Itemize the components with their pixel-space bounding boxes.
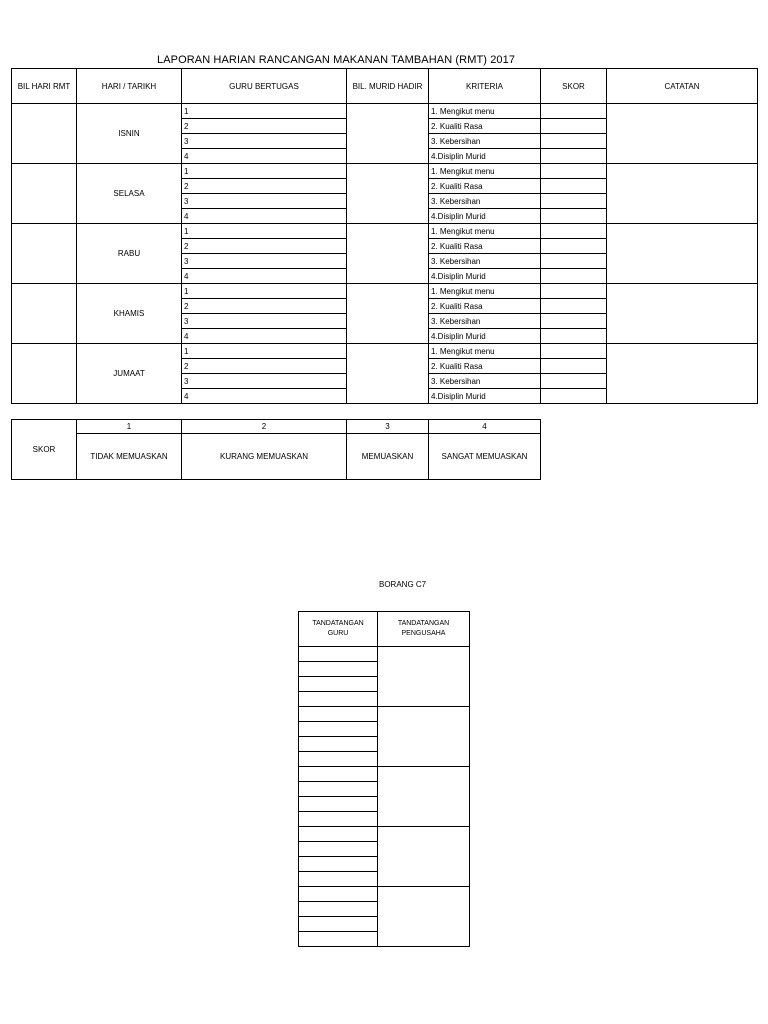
- score-cell[interactable]: [541, 359, 607, 374]
- day-subrow: [12, 224, 758, 239]
- criteria-item: 1. Mengikut menu: [429, 104, 541, 119]
- criteria-item: 4.Disiplin Murid: [429, 269, 541, 284]
- signature-row: [299, 647, 470, 662]
- signature-pengusaha-line2: PENGUSAHA: [401, 630, 446, 637]
- day-name: RABU: [77, 224, 182, 284]
- score-label: SANGAT MEMUASKAN: [429, 434, 541, 480]
- criteria-item: 3. Kebersihan: [429, 314, 541, 329]
- pengusaha-signature-cell[interactable]: [378, 827, 470, 887]
- header-hari-tarikh: HARI / TARIKH: [77, 69, 182, 104]
- score-number: 4: [429, 420, 541, 434]
- day-subrow: [12, 284, 758, 299]
- guru-slot[interactable]: 4: [182, 329, 347, 344]
- criteria-item: 3. Kebersihan: [429, 134, 541, 149]
- guru-slot[interactable]: 2: [182, 299, 347, 314]
- bil-hari-cell[interactable]: [12, 224, 77, 284]
- signature-row: [299, 767, 470, 782]
- bil-hari-cell[interactable]: [12, 104, 77, 164]
- guru-slot[interactable]: 1: [182, 104, 347, 119]
- guru-signature-cell[interactable]: [299, 662, 378, 677]
- criteria-item: 1. Mengikut menu: [429, 284, 541, 299]
- criteria-item: 2. Kualiti Rasa: [429, 299, 541, 314]
- score-cell[interactable]: [541, 299, 607, 314]
- pengusaha-signature-cell[interactable]: [378, 647, 470, 707]
- guru-slot[interactable]: 3: [182, 134, 347, 149]
- header-kriteria: KRITERIA: [429, 69, 541, 104]
- guru-slot[interactable]: 4: [182, 149, 347, 164]
- score-cell[interactable]: [541, 344, 607, 359]
- guru-slot[interactable]: 1: [182, 344, 347, 359]
- criteria-item: 1. Mengikut menu: [429, 224, 541, 239]
- score-cell[interactable]: [541, 164, 607, 179]
- daily-report-table: [11, 68, 758, 404]
- score-cell[interactable]: [541, 269, 607, 284]
- score-cell[interactable]: [541, 119, 607, 134]
- day-name: ISNIN: [77, 104, 182, 164]
- catatan-cell[interactable]: [607, 164, 758, 224]
- score-label: TIDAK MEMUASKAN: [77, 434, 182, 480]
- score-cell[interactable]: [541, 224, 607, 239]
- header-catatan: CATATAN: [607, 69, 758, 104]
- catatan-cell[interactable]: [607, 344, 758, 404]
- header-bil-murid: BIL. MURID HADIR: [347, 69, 429, 104]
- score-cell[interactable]: [541, 179, 607, 194]
- score-cell[interactable]: [541, 314, 607, 329]
- bil-murid-cell[interactable]: [347, 284, 429, 344]
- signature-row: [299, 827, 470, 842]
- guru-slot[interactable]: 2: [182, 239, 347, 254]
- day-subrow: [12, 164, 758, 179]
- guru-signature-cell[interactable]: [299, 827, 378, 842]
- score-cell[interactable]: [541, 239, 607, 254]
- signature-pengusaha-header: [378, 612, 470, 647]
- score-label: KURANG MEMUASKAN: [182, 434, 347, 480]
- guru-slot[interactable]: 4: [182, 269, 347, 284]
- guru-signature-cell[interactable]: [299, 692, 378, 707]
- guru-slot[interactable]: 2: [182, 359, 347, 374]
- score-number-row: [12, 420, 541, 434]
- guru-signature-cell[interactable]: [299, 767, 378, 782]
- pengusaha-signature-cell[interactable]: [378, 767, 470, 827]
- signature-guru-line1: TANDATANGAN: [312, 620, 364, 627]
- score-cell[interactable]: [541, 149, 607, 164]
- day-name: SELASA: [77, 164, 182, 224]
- score-cell[interactable]: [541, 374, 607, 389]
- criteria-item: 4.Disiplin Murid: [429, 329, 541, 344]
- guru-slot[interactable]: 1: [182, 224, 347, 239]
- guru-slot[interactable]: 3: [182, 314, 347, 329]
- criteria-item: 3. Kebersihan: [429, 374, 541, 389]
- bil-hari-cell[interactable]: [12, 344, 77, 404]
- guru-slot[interactable]: 3: [182, 194, 347, 209]
- criteria-item: 2. Kualiti Rasa: [429, 239, 541, 254]
- score-legend-table: [11, 419, 541, 480]
- signature-header-row: [299, 612, 470, 647]
- score-label: MEMUASKAN: [347, 434, 429, 480]
- criteria-item: 3. Kebersihan: [429, 254, 541, 269]
- criteria-item: 2. Kualiti Rasa: [429, 179, 541, 194]
- guru-signature-cell[interactable]: [299, 857, 378, 872]
- score-number: 2: [182, 420, 347, 434]
- guru-slot[interactable]: 2: [182, 179, 347, 194]
- guru-signature-cell[interactable]: [299, 917, 378, 932]
- score-cell[interactable]: [541, 389, 607, 404]
- day-subrow: [12, 344, 758, 359]
- guru-signature-cell[interactable]: [299, 677, 378, 692]
- signature-pengusaha-line1: TANDATANGAN: [397, 620, 450, 627]
- guru-signature-cell[interactable]: [299, 842, 378, 857]
- score-cell[interactable]: [541, 194, 607, 209]
- catatan-cell[interactable]: [607, 224, 758, 284]
- criteria-item: 4.Disiplin Murid: [429, 149, 541, 164]
- signature-row: [299, 887, 470, 902]
- guru-slot[interactable]: 4: [182, 209, 347, 224]
- criteria-item: 4.Disiplin Murid: [429, 209, 541, 224]
- bil-hari-cell[interactable]: [12, 284, 77, 344]
- guru-signature-cell[interactable]: [299, 737, 378, 752]
- guru-slot[interactable]: 3: [182, 374, 347, 389]
- report-title: LAPORAN HARIAN RANCANGAN MAKANAN TAMBAHAN (RMT) 2017: [157, 54, 516, 66]
- pengusaha-signature-cell[interactable]: [378, 707, 470, 767]
- criteria-item: 2. Kualiti Rasa: [429, 119, 541, 134]
- bil-murid-cell[interactable]: [347, 104, 429, 164]
- header-guru: GURU BERTUGAS: [182, 69, 347, 104]
- criteria-item: 2. Kualiti Rasa: [429, 359, 541, 374]
- guru-signature-cell[interactable]: [299, 902, 378, 917]
- guru-signature-cell[interactable]: [299, 752, 378, 767]
- criteria-item: 1. Mengikut menu: [429, 164, 541, 179]
- signature-table: [298, 611, 470, 947]
- form-code: BORANG C7: [379, 580, 427, 589]
- guru-signature-cell[interactable]: [299, 722, 378, 737]
- guru-signature-cell[interactable]: [299, 797, 378, 812]
- guru-signature-cell[interactable]: [299, 647, 378, 662]
- guru-signature-cell[interactable]: [299, 782, 378, 797]
- signature-guru-line2: GURU: [327, 630, 349, 637]
- guru-signature-cell[interactable]: [299, 932, 378, 947]
- bil-murid-cell[interactable]: [347, 224, 429, 284]
- score-cell[interactable]: [541, 329, 607, 344]
- bil-murid-cell[interactable]: [347, 164, 429, 224]
- bil-murid-cell[interactable]: [347, 344, 429, 404]
- guru-slot[interactable]: 3: [182, 254, 347, 269]
- day-subrow: [12, 104, 758, 119]
- catatan-cell[interactable]: [607, 104, 758, 164]
- score-label-row: [12, 434, 541, 480]
- signature-guru-header: [299, 612, 378, 647]
- score-legend-label: SKOR: [12, 420, 77, 480]
- day-name: JUMAAT: [77, 344, 182, 404]
- score-number: 1: [77, 420, 182, 434]
- criteria-item: 4.Disiplin Murid: [429, 389, 541, 404]
- pengusaha-signature-cell[interactable]: [378, 887, 470, 947]
- header-bil-hari: BIL HARI RMT: [12, 69, 77, 104]
- criteria-item: 1. Mengikut menu: [429, 344, 541, 359]
- day-name: KHAMIS: [77, 284, 182, 344]
- guru-signature-cell[interactable]: [299, 812, 378, 827]
- guru-slot[interactable]: 2: [182, 119, 347, 134]
- header-skor: SKOR: [541, 69, 607, 104]
- criteria-item: 3. Kebersihan: [429, 194, 541, 209]
- bil-hari-cell[interactable]: [12, 164, 77, 224]
- guru-signature-cell[interactable]: [299, 707, 378, 722]
- guru-signature-cell[interactable]: [299, 887, 378, 902]
- header-row: [12, 69, 758, 104]
- guru-slot[interactable]: 4: [182, 389, 347, 404]
- score-cell[interactable]: [541, 104, 607, 119]
- score-cell[interactable]: [541, 209, 607, 224]
- guru-signature-cell[interactable]: [299, 872, 378, 887]
- score-cell[interactable]: [541, 134, 607, 149]
- guru-slot[interactable]: 1: [182, 164, 347, 179]
- signature-row: [299, 707, 470, 722]
- score-cell[interactable]: [541, 254, 607, 269]
- score-cell[interactable]: [541, 284, 607, 299]
- guru-slot[interactable]: 1: [182, 284, 347, 299]
- score-number: 3: [347, 420, 429, 434]
- catatan-cell[interactable]: [607, 284, 758, 344]
